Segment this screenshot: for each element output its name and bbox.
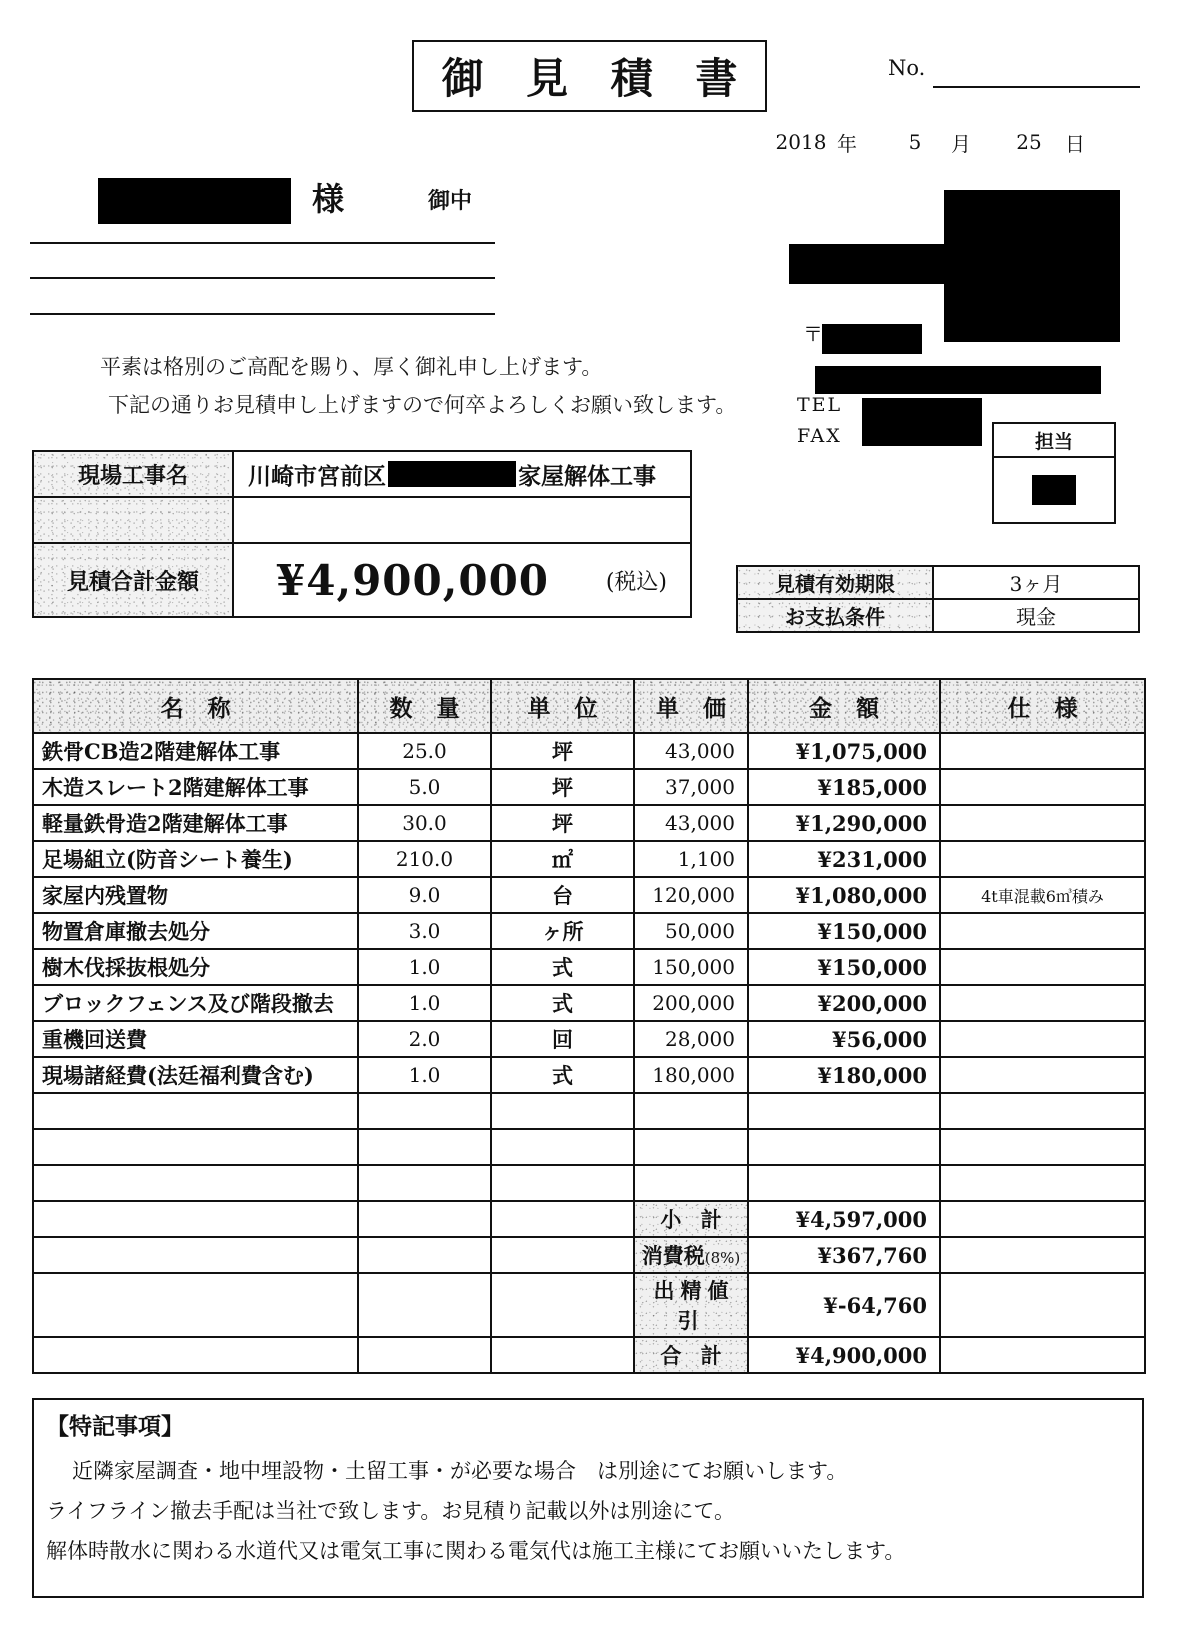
cell-item-name: 木造スレート2階建解体工事 bbox=[33, 769, 358, 805]
addressee-honorific-sama: 様 bbox=[312, 180, 345, 218]
addressee-rule-3 bbox=[30, 313, 495, 315]
column-header-spec: 仕 様 bbox=[940, 679, 1145, 733]
terms-payment-value: 現金 bbox=[933, 599, 1139, 632]
cell-item-name: 軽量鉄骨造2階建解体工事 bbox=[33, 805, 358, 841]
cell-spec bbox=[940, 769, 1145, 805]
greeting-line-2: 下記の通りお見積申し上げますので何卒よろしくお願い致します。 bbox=[108, 393, 737, 417]
cell-unit: 式 bbox=[491, 1057, 634, 1093]
cell-unit-price: 43,000 bbox=[634, 733, 748, 769]
cell-blank bbox=[358, 1273, 491, 1337]
cell-blank bbox=[940, 1337, 1145, 1373]
cell-blank bbox=[634, 1165, 748, 1201]
addressee-honorific-onchu: 御中 bbox=[428, 188, 473, 214]
summary-value-3: ¥4,900,000 bbox=[748, 1337, 940, 1373]
cell-amount: ¥56,000 bbox=[748, 1021, 940, 1057]
cell-blank bbox=[358, 1093, 491, 1129]
greeting-line-1: 平素は格別のご高配を賜り、厚く御礼申し上げます。 bbox=[100, 355, 603, 379]
cell-spec: 4t車混載6㎥積み bbox=[940, 877, 1145, 913]
redaction-company-name bbox=[789, 244, 965, 284]
cell-amount: ¥1,075,000 bbox=[748, 733, 940, 769]
summary-label-3: 合 計 bbox=[634, 1337, 748, 1373]
terms-row-validity bbox=[737, 566, 1139, 599]
summary-label-2: 出精値引 bbox=[634, 1273, 748, 1337]
table-row-blank bbox=[33, 1129, 1145, 1165]
greeting-block bbox=[100, 348, 760, 424]
cell-unit: 坪 bbox=[491, 769, 634, 805]
cell-item-name: 物置倉庫撤去処分 bbox=[33, 913, 358, 949]
redaction-company-logo bbox=[944, 190, 1120, 342]
summary-label-0: 小 計 bbox=[634, 1201, 748, 1237]
addressee-name-row bbox=[30, 170, 530, 222]
cell-quantity: 2.0 bbox=[358, 1021, 491, 1057]
cell-blank bbox=[940, 1129, 1145, 1165]
table-row bbox=[33, 1057, 1145, 1093]
table-row bbox=[33, 769, 1145, 805]
cell-spec bbox=[940, 805, 1145, 841]
notes-line-3: 解体時散水に関わる水道代又は電気工事に関わる電気代は施工主様にてお願いいたします。 bbox=[46, 1539, 906, 1563]
summary-label-sub-1: (8%) bbox=[704, 1249, 741, 1267]
redaction-phone-fax bbox=[862, 398, 982, 446]
project-site-label: 現場工事名 bbox=[33, 451, 233, 497]
cell-blank bbox=[33, 1165, 358, 1201]
cell-unit: 坪 bbox=[491, 733, 634, 769]
cell-unit-price: 28,000 bbox=[634, 1021, 748, 1057]
cell-blank bbox=[33, 1237, 358, 1273]
terms-table bbox=[736, 565, 1140, 633]
project-blank-row bbox=[33, 497, 691, 543]
cell-blank bbox=[33, 1129, 358, 1165]
cell-unit-price: 1,100 bbox=[634, 841, 748, 877]
cell-spec bbox=[940, 913, 1145, 949]
cell-unit: 回 bbox=[491, 1021, 634, 1057]
cell-amount: ¥185,000 bbox=[748, 769, 940, 805]
cell-blank bbox=[491, 1129, 634, 1165]
cell-unit-price: 43,000 bbox=[634, 805, 748, 841]
cell-blank bbox=[33, 1337, 358, 1373]
cell-spec bbox=[940, 1057, 1145, 1093]
date-year-unit: 年 bbox=[837, 131, 857, 156]
cell-quantity: 1.0 bbox=[358, 985, 491, 1021]
line-items-table bbox=[32, 678, 1146, 1374]
table-row bbox=[33, 841, 1145, 877]
cell-blank bbox=[940, 1273, 1145, 1337]
cell-unit-price: 50,000 bbox=[634, 913, 748, 949]
notes-title: 【特記事項】 bbox=[46, 1413, 184, 1440]
cell-unit-price: 150,000 bbox=[634, 949, 748, 985]
summary-row bbox=[33, 1337, 1145, 1373]
project-site-row bbox=[33, 451, 691, 497]
cell-unit: 坪 bbox=[491, 805, 634, 841]
cell-spec bbox=[940, 733, 1145, 769]
tanto-value bbox=[994, 458, 1114, 522]
cell-unit-price: 200,000 bbox=[634, 985, 748, 1021]
cell-quantity: 1.0 bbox=[358, 1057, 491, 1093]
cell-item-name: 家屋内残置物 bbox=[33, 877, 358, 913]
cell-unit: 式 bbox=[491, 949, 634, 985]
cell-blank bbox=[491, 1237, 634, 1273]
redaction-addressee-name bbox=[98, 178, 291, 224]
cell-blank bbox=[748, 1093, 940, 1129]
cell-blank bbox=[940, 1093, 1145, 1129]
estimate-total-tax-note: (税込) bbox=[605, 569, 667, 595]
cell-blank bbox=[634, 1093, 748, 1129]
project-total-row bbox=[33, 543, 691, 617]
cell-item-name: 重機回送費 bbox=[33, 1021, 358, 1057]
site-name-prefix: 川崎市宮前区 bbox=[248, 462, 386, 490]
terms-validity-value: 3ヶ月 bbox=[933, 566, 1139, 599]
document-number-rule bbox=[933, 86, 1140, 88]
addressee-rule-1 bbox=[30, 242, 495, 244]
cell-unit-price: 180,000 bbox=[634, 1057, 748, 1093]
redaction-site-address bbox=[388, 461, 516, 487]
project-blank-value bbox=[233, 497, 691, 543]
column-header-amount: 金 額 bbox=[748, 679, 940, 733]
document-date bbox=[775, 128, 1140, 156]
cell-unit-price: 37,000 bbox=[634, 769, 748, 805]
cell-quantity: 30.0 bbox=[358, 805, 491, 841]
cell-amount: ¥150,000 bbox=[748, 913, 940, 949]
table-row bbox=[33, 1021, 1145, 1057]
cell-blank bbox=[358, 1201, 491, 1237]
estimate-total-amount: ¥4,900,000 bbox=[276, 555, 550, 605]
summary-row bbox=[33, 1237, 1145, 1273]
terms-payment-label: お支払条件 bbox=[737, 599, 933, 632]
cell-item-name: ブロックフェンス及び階段撤去 bbox=[33, 985, 358, 1021]
date-day-unit: 日 bbox=[1065, 131, 1085, 156]
cell-blank bbox=[491, 1201, 634, 1237]
redaction-tanto-name bbox=[1032, 475, 1076, 505]
cell-blank bbox=[358, 1237, 491, 1273]
cell-blank bbox=[491, 1337, 634, 1373]
cell-quantity: 25.0 bbox=[358, 733, 491, 769]
cell-item-name: 足場組立(防音シート養生) bbox=[33, 841, 358, 877]
fax-label: FAX bbox=[797, 425, 842, 447]
column-header-name: 名 称 bbox=[33, 679, 358, 733]
cell-blank bbox=[358, 1337, 491, 1373]
terms-validity-label: 見積有効期限 bbox=[737, 566, 933, 599]
cell-blank bbox=[940, 1237, 1145, 1273]
notes-section bbox=[32, 1398, 1144, 1598]
table-row bbox=[33, 733, 1145, 769]
postal-mark-icon: 〒 bbox=[803, 322, 823, 346]
cell-item-name: 樹木伐採抜根処分 bbox=[33, 949, 358, 985]
summary-value-0: ¥4,597,000 bbox=[748, 1201, 940, 1237]
cell-spec bbox=[940, 949, 1145, 985]
column-header-unit: 単 位 bbox=[491, 679, 634, 733]
cell-amount: ¥180,000 bbox=[748, 1057, 940, 1093]
cell-item-name: 鉄骨CB造2階建解体工事 bbox=[33, 733, 358, 769]
addressee-rule-2 bbox=[30, 277, 495, 279]
project-info-table bbox=[32, 450, 692, 618]
terms-row-payment bbox=[737, 599, 1139, 632]
document-title-box bbox=[412, 40, 767, 112]
cell-blank bbox=[33, 1093, 358, 1129]
cell-blank bbox=[940, 1201, 1145, 1237]
cell-quantity: 9.0 bbox=[358, 877, 491, 913]
cell-spec bbox=[940, 841, 1145, 877]
cell-blank bbox=[748, 1165, 940, 1201]
cell-item-name: 現場諸経費(法廷福利費含む) bbox=[33, 1057, 358, 1093]
cell-spec bbox=[940, 1021, 1145, 1057]
column-header-unit-price: 単 価 bbox=[634, 679, 748, 733]
cell-spec bbox=[940, 985, 1145, 1021]
cell-quantity: 3.0 bbox=[358, 913, 491, 949]
project-site-value bbox=[233, 451, 691, 497]
cell-blank bbox=[491, 1093, 634, 1129]
project-total-label: 見積合計金額 bbox=[33, 543, 233, 617]
summary-value-1: ¥367,760 bbox=[748, 1237, 940, 1273]
page-title: 御 見 積 書 bbox=[441, 54, 752, 103]
table-header-row bbox=[33, 679, 1145, 733]
cell-unit: ㎡ bbox=[491, 841, 634, 877]
cell-blank bbox=[491, 1273, 634, 1337]
cell-blank bbox=[940, 1165, 1145, 1201]
site-name-suffix: 家屋解体工事 bbox=[518, 462, 656, 490]
tanto-box bbox=[992, 422, 1116, 524]
addressee-block bbox=[30, 170, 530, 222]
cell-blank bbox=[634, 1129, 748, 1165]
project-blank-label bbox=[33, 497, 233, 543]
cell-amount: ¥1,080,000 bbox=[748, 877, 940, 913]
table-row-blank bbox=[33, 1165, 1145, 1201]
date-month: 5 bbox=[908, 130, 922, 154]
table-row bbox=[33, 949, 1145, 985]
project-total-value bbox=[233, 543, 691, 617]
project-site-name bbox=[248, 458, 689, 491]
cell-blank bbox=[358, 1165, 491, 1201]
summary-value-2: ¥-64,760 bbox=[748, 1273, 940, 1337]
cell-amount: ¥1,290,000 bbox=[748, 805, 940, 841]
table-row bbox=[33, 913, 1145, 949]
cell-blank bbox=[33, 1201, 358, 1237]
line-items-body bbox=[33, 733, 1145, 1373]
column-header-quantity: 数 量 bbox=[358, 679, 491, 733]
summary-row bbox=[33, 1201, 1145, 1237]
redaction-postal-code bbox=[822, 324, 922, 354]
summary-row bbox=[33, 1273, 1145, 1337]
cell-blank bbox=[358, 1129, 491, 1165]
table-row bbox=[33, 805, 1145, 841]
cell-unit: 式 bbox=[491, 985, 634, 1021]
cell-amount: ¥200,000 bbox=[748, 985, 940, 1021]
cell-unit-price: 120,000 bbox=[634, 877, 748, 913]
notes-line-1: 近隣家屋調査・地中埋設物・土留工事・が必要な場合 は別途にてお願いします。 bbox=[72, 1459, 848, 1483]
table-row bbox=[33, 877, 1145, 913]
date-year: 2018 bbox=[775, 130, 827, 154]
cell-quantity: 1.0 bbox=[358, 949, 491, 985]
table-row bbox=[33, 985, 1145, 1021]
cell-amount: ¥231,000 bbox=[748, 841, 940, 877]
cell-unit: 台 bbox=[491, 877, 634, 913]
cell-unit: ヶ所 bbox=[491, 913, 634, 949]
tanto-label: 担当 bbox=[994, 424, 1114, 458]
cell-blank bbox=[33, 1273, 358, 1337]
summary-label-1: 消費税(8%) bbox=[634, 1237, 748, 1273]
document-number-label: No. bbox=[888, 56, 926, 80]
cell-blank bbox=[491, 1165, 634, 1201]
cell-amount: ¥150,000 bbox=[748, 949, 940, 985]
tel-label: TEL bbox=[797, 394, 843, 416]
cell-blank bbox=[748, 1129, 940, 1165]
date-day: 25 bbox=[1016, 130, 1042, 154]
table-row-blank bbox=[33, 1093, 1145, 1129]
redaction-company-address bbox=[815, 366, 1101, 394]
notes-line-2: ライフライン撤去手配は当社で致します。お見積り記載以外は別途にて。 bbox=[46, 1499, 736, 1523]
cell-quantity: 5.0 bbox=[358, 769, 491, 805]
cell-quantity: 210.0 bbox=[358, 841, 491, 877]
date-month-unit: 月 bbox=[951, 131, 971, 156]
